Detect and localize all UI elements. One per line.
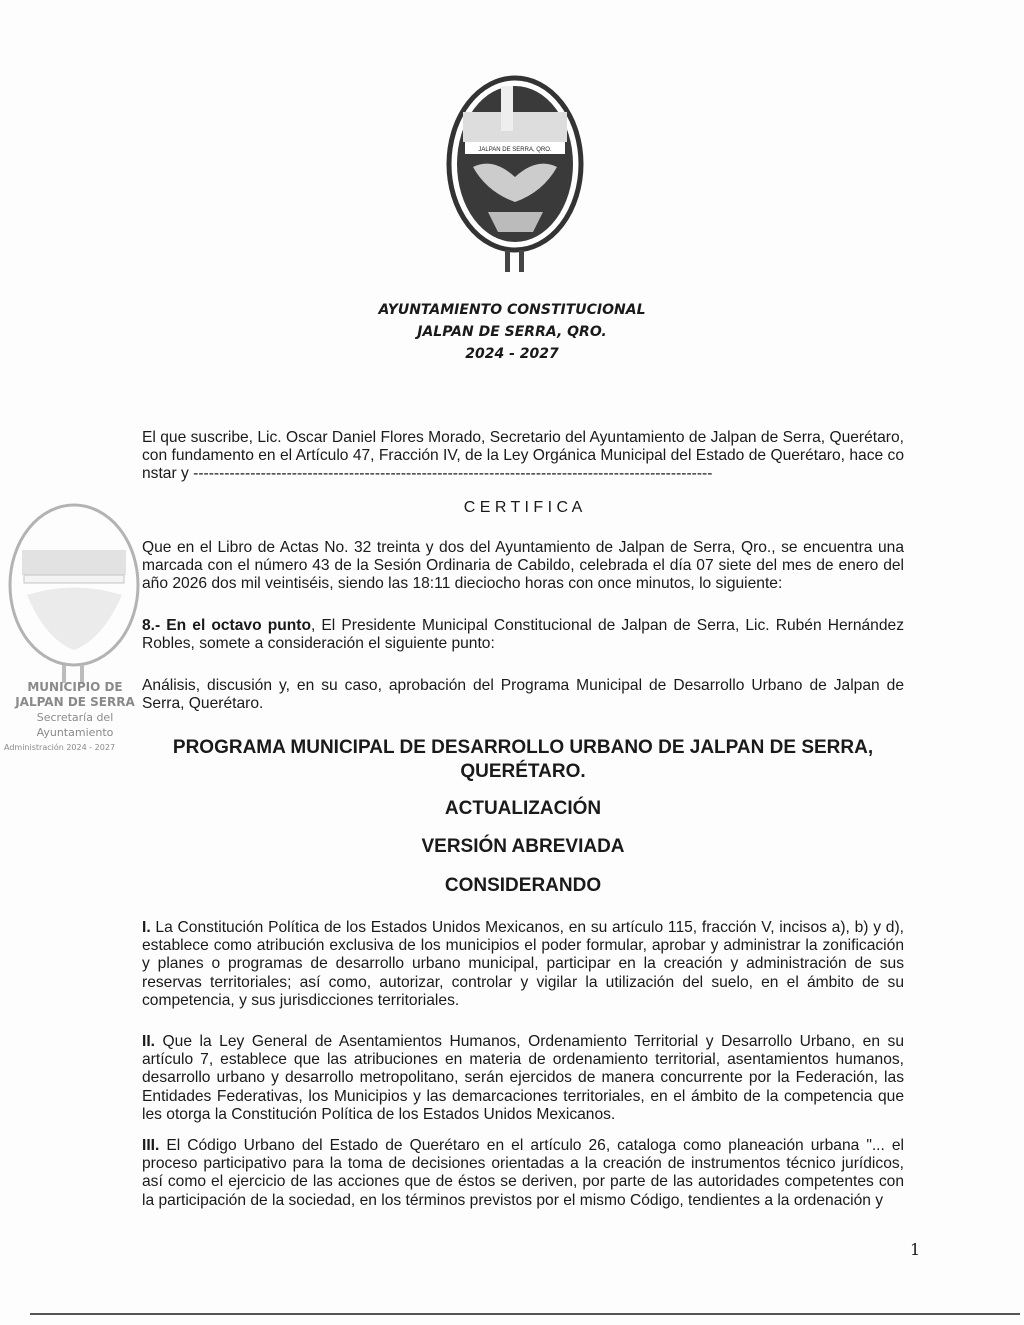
stamp-line-2: JALPAN DE SERRA <box>15 695 135 709</box>
page-number: 1 <box>910 1240 921 1259</box>
punto-paragraph <box>142 617 904 653</box>
considerando-3 <box>142 1137 904 1210</box>
intro-paragraph: El que suscribe, Lic. Oscar Daniel Flores Morado, Secretario del Ayuntamiento de Jalpan de Serra, Querétaro, con fundamento en el Artículo 47, Fracción IV, de la Ley Orgánica Municipal del Estado de Querétaro, hace constar y ---------------------------------------------------------------------------------------------------- <box>142 429 904 483</box>
stamp-line-3: Secretaría del <box>36 711 114 724</box>
header-line-1: AYUNTAMIENTO CONSTITUCIONAL <box>378 302 646 318</box>
header-line-2: JALPAN DE SERRA, QRO. <box>417 324 607 340</box>
considerando-text: El Código Urbano del Estado de Querétaro en el artículo 26, cataloga como planeación urbana "... el proceso participativo para la toma de decisiones orientadas a la creación de instrumentos técnico jurídicos, así como el ejercicio de las acciones que de éstos se deriven, por parte de las autoridades competentes con la participación de la sociedad, en los términos previstos por el mismo Código, tendientes a la ordenación y <box>142 1137 904 1209</box>
considerando-text: Que la Ley General de Asentamientos Humanos, Ordenamiento Territorial y Desarrollo Urbano, en su artículo 7, establece que las atribuciones en materia de ordenamiento territorial, asentamientos humanos, desarrollo urbano y desarrollo metropolitano, serán ejercidos de manera concurrente por la Federación, las Entidades Federativas, los Municipios y las demarcaciones territoriales, en el ámbito de la competencia que les otorga la Constitución Política de los Estados Unidos Mexicanos. <box>142 1033 904 1123</box>
svg-text:JALPAN DE SERRA, QRO.: JALPAN DE SERRA, QRO. <box>478 147 552 153</box>
page-bottom-edge <box>30 1313 1020 1315</box>
considerando-1 <box>142 919 904 1010</box>
municipal-seal-logo <box>443 72 588 277</box>
analisis-paragraph: Análisis, discusión y, en su caso, aprobación del Programa Municipal de Desarrollo Urbano de Jalpan de Serra, Querétaro. <box>142 677 904 713</box>
considerando-heading: CONSIDERANDO <box>444 875 602 896</box>
certifica-heading: C E R T I F I C A <box>463 499 583 516</box>
stamp-line-1: MUNICIPIO DE <box>27 680 123 694</box>
version-heading: VERSIÓN ABREVIADA <box>421 836 625 857</box>
considerando-text: La Constitución Política de los Estados Unidos Mexicanos, en su artículo 115, fracción V, incisos a), b) y d), establece como atribución exclusiva de los municipios el poder formular, aprobar y administrar la zonificación y planes o programas de desarrollo urbano municipal, participar en la creación y administración de sus reservas territoriales; así como, autorizar, controlar y vigilar la utilización del suelo, en el ámbito de su competencia, y sus jurisdicciones territoriales. <box>142 919 904 1009</box>
punto-bold: 8.- En el octavo punto <box>142 617 311 634</box>
considerando-number: II. <box>142 1033 155 1050</box>
considerando-2 <box>142 1033 904 1124</box>
acta-paragraph: Que en el Libro de Actas No. 32 treinta y dos del Ayuntamiento de Jalpan de Serra, Qro., se encuentra una marcada con el número 43 de la Sesión Ordinaria de Cabildo, celebrada el día 07 siete del mes de enero del año 2026 dos mil veintiséis, siendo las 18:11 dieciocho horas con once minutos, lo siguiente: <box>142 539 904 593</box>
secretaria-stamp-seal <box>2 500 147 690</box>
stamp-line-4: Ayuntamiento <box>36 726 114 739</box>
actualizacion-heading: ACTUALIZACIÓN <box>444 798 602 819</box>
title-line-1: PROGRAMA MUNICIPAL DE DESARROLLO URBANO DE JALPAN DE SERRA, <box>172 737 874 758</box>
stamp-line-5: Administración 2024 - 2027 <box>4 743 116 752</box>
header-line-3: 2024 - 2027 <box>465 346 559 362</box>
title-line-2: QUERÉTARO. <box>460 761 586 782</box>
considerando-number: III. <box>142 1137 160 1154</box>
punto-rest: , El Presidente Municipal Constitucional de Jalpan de Serra, Lic. Rubén Hernández Robles, somete a consideración el siguiente punto: <box>142 617 905 653</box>
secretaria-stamp-text <box>0 680 150 755</box>
considerando-number: I. <box>142 919 151 936</box>
